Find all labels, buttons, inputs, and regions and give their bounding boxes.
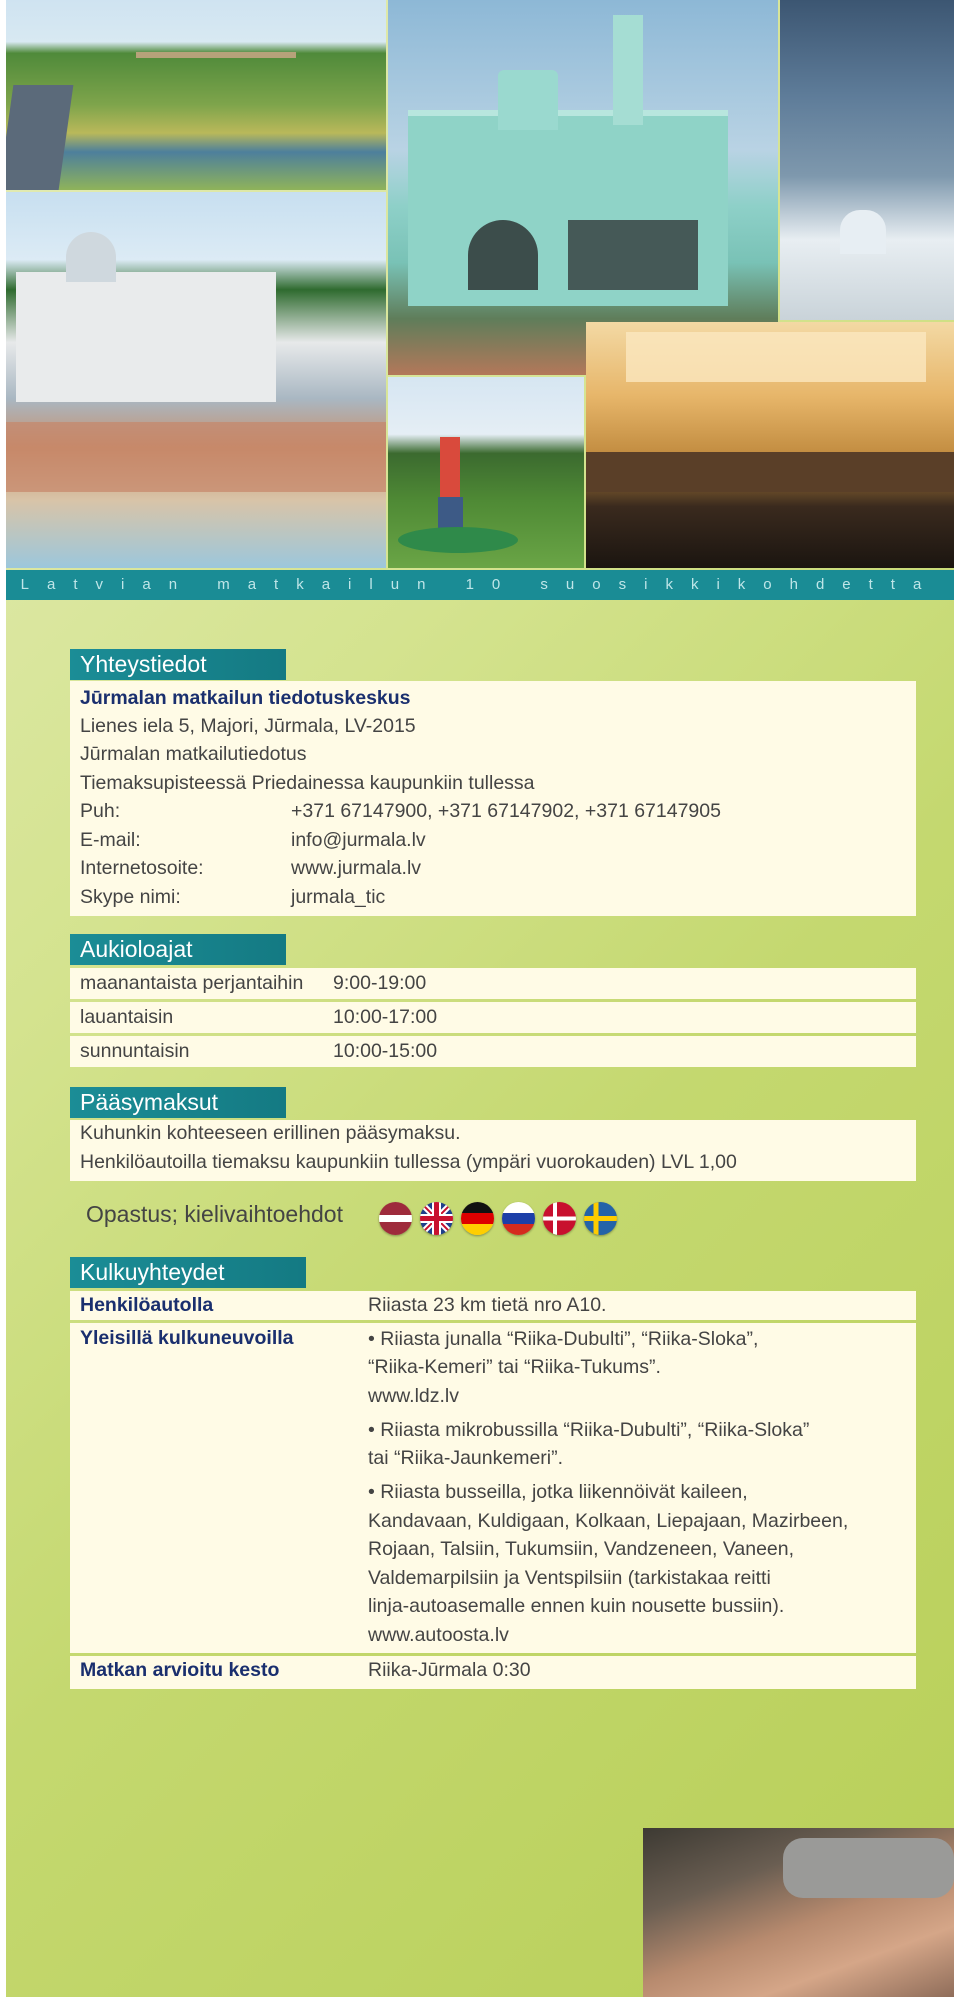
hours-time: 10:00-15:00: [333, 1040, 438, 1062]
phone-label: Puh:: [80, 800, 121, 822]
marsh-boardwalk-photo: [6, 0, 386, 190]
contact-heading: Yhteystiedot: [70, 649, 286, 680]
duration-value: Riika-Jūrmala 0:30: [368, 1659, 531, 1681]
bus-line-1: • Riiasta busseilla, jotka liikennöivät kaileen,: [368, 1481, 748, 1503]
transport-row-duration: [70, 1656, 916, 1689]
hours-day: sunnuntaisin: [80, 1040, 190, 1062]
uk-flag-icon: [420, 1202, 453, 1235]
hours-row-sunday: [70, 1036, 916, 1067]
fees-line-1: Kuhunkin kohteeseen erillinen pääsymaksu.: [80, 1122, 461, 1144]
minibus-line-1: • Riiasta mikrobussilla “Riika-Dubulti”, “Riika-Sloka”: [368, 1419, 810, 1441]
hours-heading: Aukioloajat: [70, 934, 286, 965]
hours-row-weekdays: [70, 968, 916, 999]
contact-box: [70, 681, 916, 916]
phone-value: +371 67147900, +371 67147902, +371 67147905: [291, 800, 721, 822]
destinations-banner: Latvian matkailun 10 suosikkikohdetta: [6, 570, 954, 600]
bus-line-4: Valdemarpilsiin ja Ventspilsiin (tarkistakaa reitti: [368, 1567, 771, 1589]
website-link[interactable]: www.jurmala.lv: [291, 857, 422, 879]
contact-info-point: Jūrmalan matkailutiedotus: [80, 743, 307, 765]
bus-link[interactable]: www.autoosta.lv: [368, 1624, 509, 1646]
transport-heading: Kulkuyhteydet: [70, 1257, 306, 1288]
web-label: Internetosoite:: [80, 857, 204, 879]
concert-hall-photo: [586, 322, 954, 568]
golf-player-photo: [388, 377, 584, 568]
spa-massage-photo: [643, 1828, 954, 1997]
transport-row-public: [70, 1323, 916, 1653]
email-label: E-mail:: [80, 829, 141, 851]
hours-time: 10:00-17:00: [333, 1006, 438, 1028]
sweden-flag-icon: [584, 1202, 617, 1235]
contact-info-location: Tiemaksupisteessä Priedainessa kaupunkiin tullessa: [80, 772, 535, 794]
train-line-2: “Riika-Kemeri” tai “Riika-Tukums”.: [368, 1356, 661, 1378]
train-link[interactable]: www.ldz.lv: [368, 1385, 460, 1407]
beach-crowd-photo: [6, 192, 386, 568]
public-transport-label: Yleisillä kulkuneuvoilla: [80, 1327, 294, 1349]
fees-box: [70, 1120, 916, 1181]
seaside-photo: [780, 0, 954, 320]
hours-row-saturday: [70, 1002, 916, 1033]
car-label: Henkilöautolla: [80, 1294, 214, 1316]
denmark-flag-icon: [543, 1202, 576, 1235]
latvia-flag-icon: [379, 1202, 412, 1235]
russia-flag-icon: [502, 1202, 535, 1235]
hours-day: lauantaisin: [80, 1006, 174, 1028]
email-link[interactable]: info@jurmala.lv: [291, 829, 426, 851]
guides-label: Opastus; kielivaihtoehdot: [86, 1201, 343, 1227]
duration-label: Matkan arvioitu kesto: [80, 1659, 280, 1681]
bus-line-5: linja-autoasemalle ennen kuin nousette bussiin).: [368, 1595, 785, 1617]
brochure-page: [6, 0, 954, 1997]
castle-villa-photo: [388, 0, 778, 375]
train-line-1: • Riiasta junalla “Riika-Dubulti”, “Riika-Sloka”,: [368, 1328, 759, 1350]
skype-label: Skype nimi:: [80, 886, 181, 908]
car-value: Riiasta 23 km tietä nro A10.: [368, 1294, 607, 1316]
bus-line-2: Kandavaan, Kuldigaan, Kolkaan, Liepajaan, Mazirbeen,: [368, 1510, 849, 1532]
fees-heading: Pääsymaksut: [70, 1087, 286, 1118]
minibus-line-2: tai “Riika-Jaunkemeri”.: [368, 1447, 564, 1469]
transport-row-car: [70, 1291, 916, 1320]
contact-org-name: Jūrmalan matkailun tiedotuskeskus: [80, 687, 411, 709]
contact-address: Lienes iela 5, Majori, Jūrmala, LV-2015: [80, 715, 416, 737]
bus-line-3: Rojaan, Talsiin, Tukumsiin, Vandzeneen, Vaneen,: [368, 1538, 795, 1560]
germany-flag-icon: [461, 1202, 494, 1235]
hours-time: 9:00-19:00: [333, 972, 427, 994]
fees-line-2: Henkilöautoilla tiemaksu kaupunkiin tullessa (ympäri vuorokauden) LVL 1,00: [80, 1151, 737, 1173]
skype-value: jurmala_tic: [291, 886, 386, 908]
hours-day: maanantaista perjantaihin: [80, 972, 304, 994]
